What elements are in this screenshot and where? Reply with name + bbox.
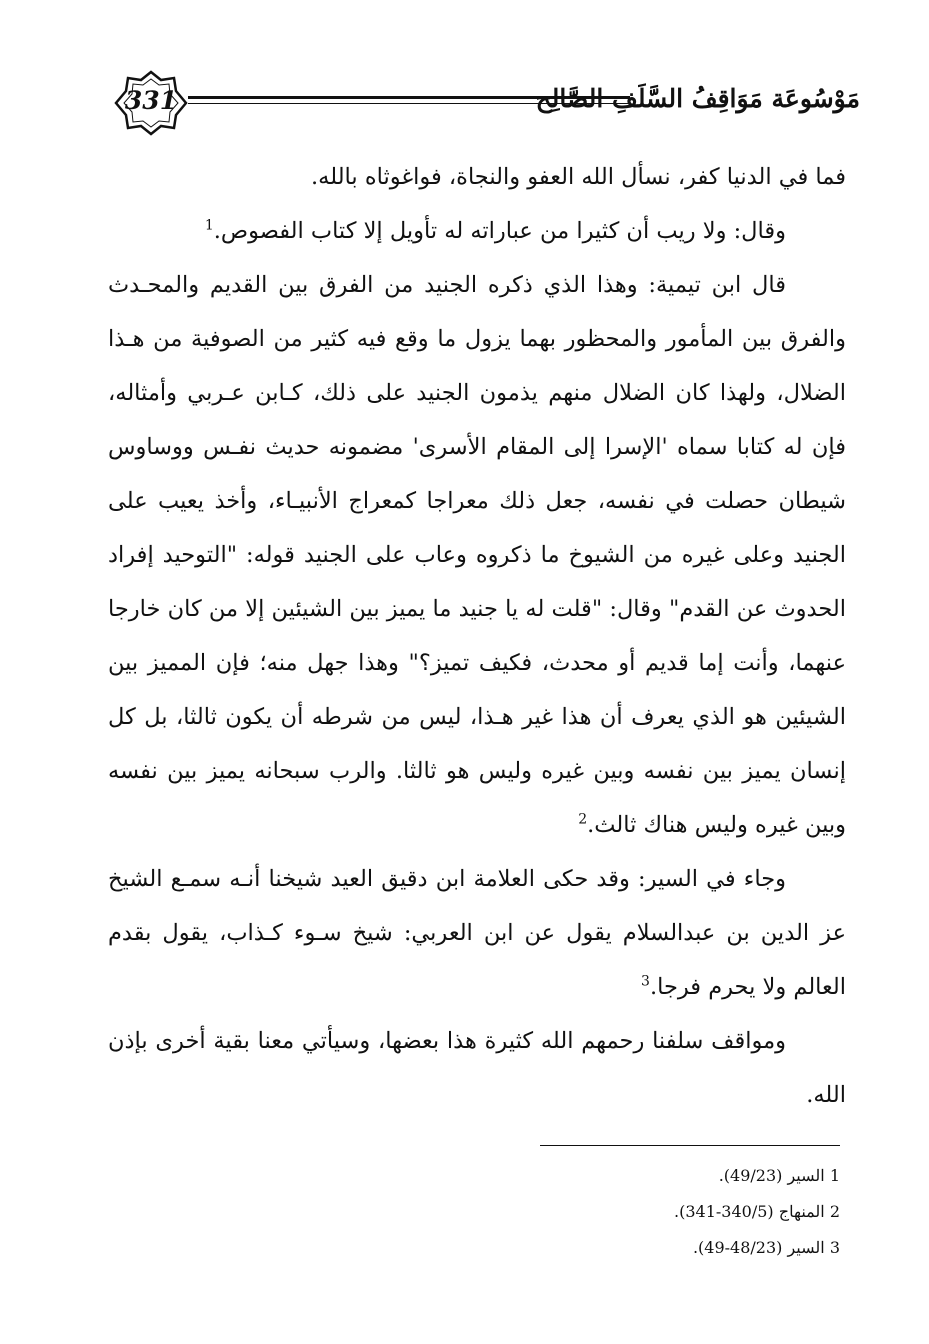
body-text (108, 150, 846, 1122)
footnote-separator (540, 1145, 840, 1146)
paragraph-text: فما في الدنيا كفر، نسأل الله العفو والنجاة، فواغوثاه بالله. (311, 164, 846, 190)
footnote-number: 3 (829, 1238, 840, 1257)
footnote (560, 1230, 840, 1266)
footnote-text: السير (48/23-49). (692, 1238, 825, 1257)
footnotes (560, 1158, 840, 1266)
paragraph-text: قال ابن تيمية: وهذا الذي ذكره الجنيد من الفرق بين القديم والمحـدث والفرق بين المأمور والمحظور بهما يزول ما وقع فيه كثير من الصوفية من هـذا الضلال، ولهذا كان الضلال منهم يذمون الجنيد على ذلك، كـابن عـربي وأمثاله، فإن له كتابا سماه 'الإسرا إلى المقام الأسرى' مضمونه حديث نفـس ووساوس شيطان حصلت في نفسه، جعل ذلك معراجا كمعراج الأنبيـاء، وأخذ يعيب على الجنيد وعلى غيره من الشيوخ ما ذكروه وعاب على الجنيد قوله: "التوحيد إفراد الحدوث عن القدم" وقال: "قلت له يا جنيد ما يميز بين الشيئين إلا من كان خارجا عنهما، وأنت إما قديم أو محدث، فكيف تميز؟" وهذا جهل منه؛ فإن المميز بين الشيئين هو الذي يعرف أن هذا غير هـذا، ليس من شرطه أن يكون ثالثا، بل كل إنسان يميز بين نفسه وبين غيره وليس هو ثالثا. والرب سبحانه يميز بين نفسه وبين غيره وليس هناك ثالث. (108, 272, 846, 838)
footnote-reference[interactable]: 1 (204, 217, 214, 234)
footnote-reference[interactable]: 2 (578, 811, 588, 828)
paragraph-text: وقال: ولا ريب أن كثيرا من عباراته له تأويل إلا كتاب الفصوص. (213, 218, 786, 244)
footnote-text: السير (49/23). (718, 1166, 825, 1185)
page-header (100, 70, 860, 140)
paragraph-text: وجاء في السير: وقد حكى العلامة ابن دقيق العيد شيخنا أنـه سمـع الشيخ عز الدين بن عبدالسلام يقول عن ابن العربي: شيخ سـوء كـذاب، يقول بقدم العالم ولا يحرم فرجا. (108, 866, 846, 1000)
footnote-number: 2 (829, 1202, 840, 1221)
paragraph (108, 258, 846, 852)
paragraph-text: ومواقف سلفنا رحمهم الله كثيرة هذا بعضها، وسيأتي معنا بقية أخرى بإذن الله. (108, 1028, 846, 1108)
footnote (560, 1158, 840, 1194)
footnote-text: المنهاج (340/5-341). (674, 1202, 825, 1221)
footnote-reference[interactable]: 3 (641, 973, 650, 990)
paragraph (108, 150, 846, 204)
book-title: مَوْسُوعَة مَوَاقِفُ السَّلَفِ الصَّالِح (535, 84, 860, 113)
footnote (560, 1194, 840, 1230)
paragraph (108, 204, 846, 258)
page-number: 331 (124, 86, 178, 115)
paragraph (108, 852, 846, 1014)
paragraph (108, 1014, 846, 1122)
footnote-number: 1 (829, 1166, 840, 1185)
